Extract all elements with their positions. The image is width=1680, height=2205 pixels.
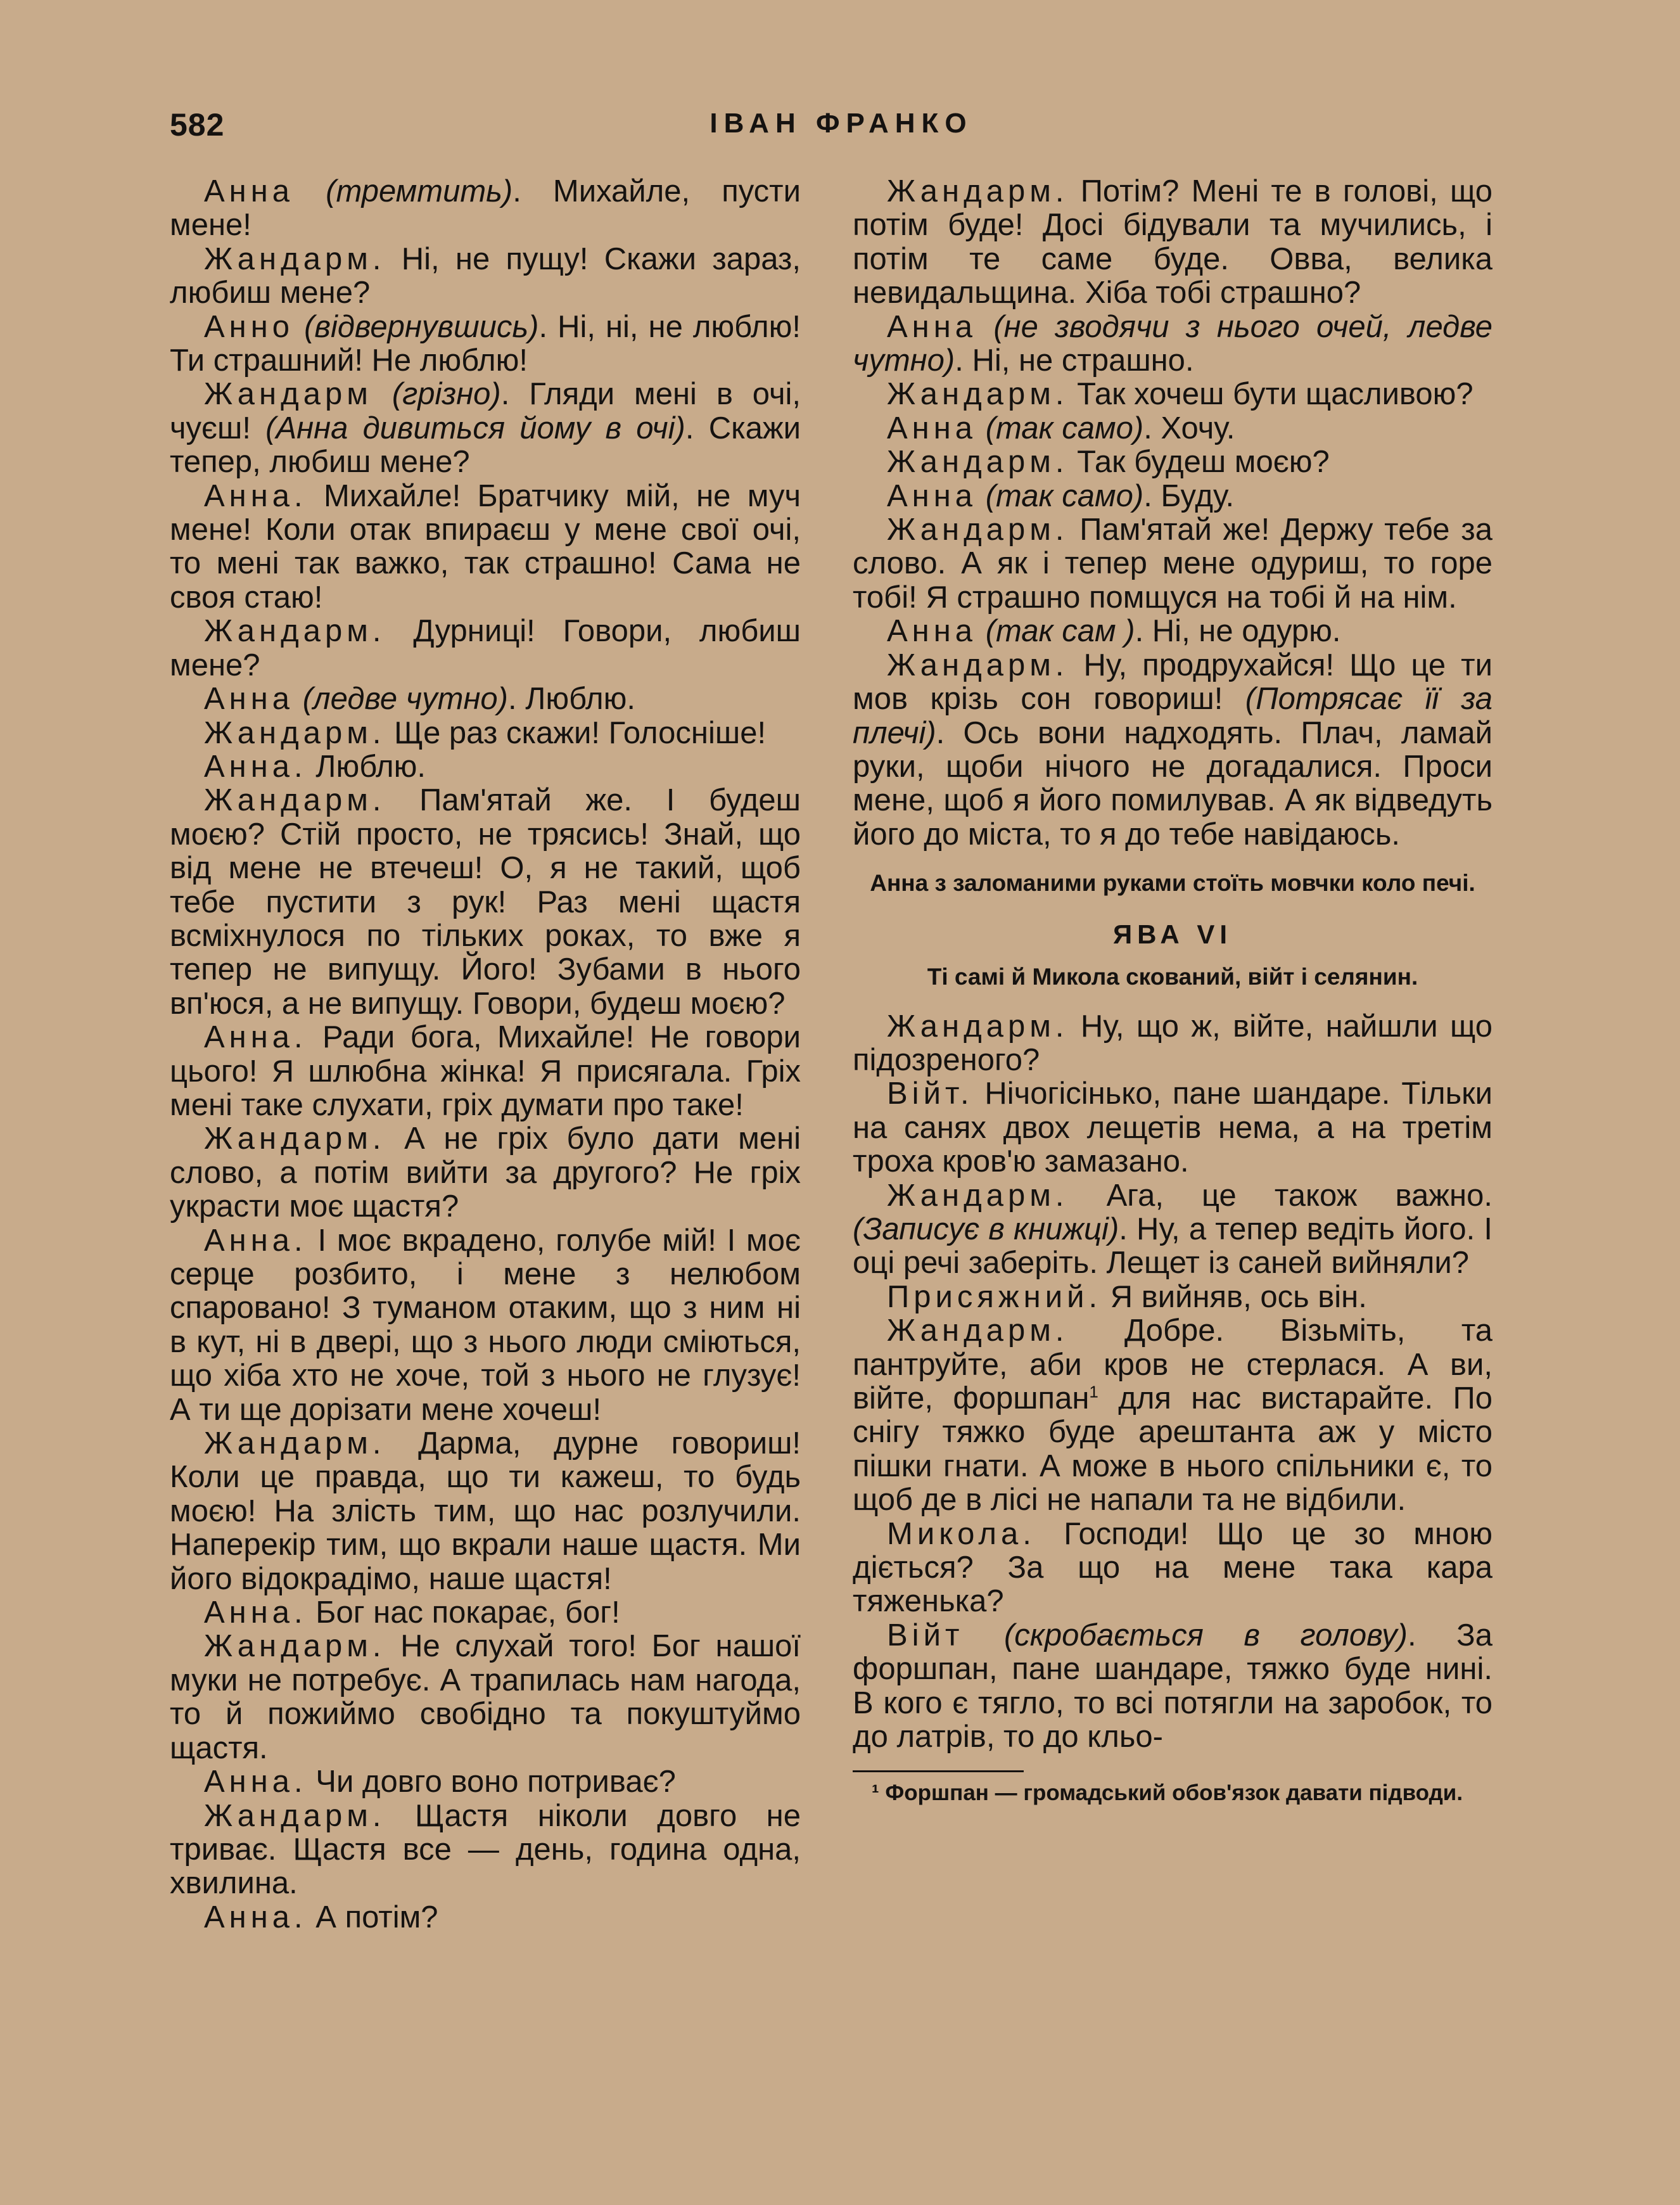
line-text: Так хочеш бути щасливою? <box>1068 377 1473 412</box>
dialogue-line <box>853 1179 1492 1281</box>
dialogue-line <box>853 480 1492 513</box>
right-column <box>853 175 1492 1806</box>
line-text: Пам'ятай же! Держу тебе за слово. А як і тепер мене одуриш, то горе тобі! Я страшно помщуся на тобі й на нім. <box>853 513 1492 615</box>
line-text: . Буду. <box>1143 478 1235 513</box>
dialogue-line <box>853 615 1492 648</box>
left-column <box>170 175 801 1934</box>
stage-remark: (ледве чутно) <box>302 682 509 717</box>
dialogue-line <box>170 1122 801 1224</box>
line-text: . Ні, не страшно. <box>955 343 1194 378</box>
speaker-name: Анна. <box>204 749 307 784</box>
running-title: ІВАН ФРАНКО <box>710 108 973 139</box>
dialogue-line <box>853 513 1492 615</box>
speaker-name: Жандарм. <box>204 1426 386 1461</box>
line-text: Не слухай того! Бог нашої муки не потребує. А трапилась нам нагода, то й пожиймо свобідно та покуштуймо щастя. <box>170 1629 801 1765</box>
speaker-name: Анна <box>887 478 977 513</box>
footnote-text: Форшпан — громадський обов'язок давати підводи. <box>879 1780 1463 1806</box>
footnote-ref: 1 <box>1089 1382 1098 1402</box>
dialogue-line <box>853 1314 1492 1517</box>
dialogue-line <box>170 1799 801 1901</box>
line-text: . Люблю. <box>508 682 635 717</box>
line-text: Ну, що ж, війте, найшли що підозреного? <box>853 1009 1492 1077</box>
dialogue-line <box>853 412 1492 445</box>
line-text: Ага, це також важно. <box>1068 1178 1492 1213</box>
line-text: Дурниці! Говори, любиш мене? <box>170 614 801 682</box>
dialogue-line <box>170 1427 801 1596</box>
speaker-name: Війт <box>887 1618 964 1652</box>
line-text: А потім? <box>307 1900 438 1934</box>
dialogue-line <box>170 1021 801 1122</box>
speaker-name: Анно <box>204 309 295 344</box>
stage-direction: Анна з заломаними руками стоїть мовчки коло печі. <box>870 870 1475 897</box>
speaker-name: Присяжний. <box>887 1279 1102 1314</box>
stage-remark: (не зводячи з нього очей, ледве чутно) <box>853 309 1492 378</box>
line-text: Люблю. <box>307 749 426 784</box>
line-text: Ні, не пущу! Скажи зараз, любиш мене? <box>170 241 801 310</box>
dialogue-line <box>170 480 801 615</box>
line-text: . Скажи тепер, любиш мене? <box>170 411 801 480</box>
dialogue-line <box>170 310 801 378</box>
speaker-name: Жандарм. <box>204 1122 386 1156</box>
stage-remark: (тремтить) <box>326 174 513 208</box>
speaker-name: Жандарм. <box>887 445 1069 480</box>
stage-remark: (так само) <box>985 478 1144 513</box>
dialogue-line <box>170 682 801 716</box>
dialogue-line <box>853 310 1492 378</box>
speaker-name: Жандарм. <box>204 715 386 750</box>
dialogue-line <box>170 1630 801 1765</box>
line-text: Нічогісінько, пане шандаре. Тільки на санях двох лещетів нема, а на третім троха кров'ю замазано. <box>853 1077 1492 1179</box>
right-column-bottom <box>853 1010 1492 1754</box>
line-text: Так будеш моєю? <box>1068 445 1330 480</box>
line-text: Пам'ятай же. І будеш моєю? Стій просто, не трясись! Знай, що від мене не втечеш! О, я не такий, щоб тебе пустити з рук! Раз мені щастя всміхнулося по тільких роках, то вже я тепер не випущу. Його! Зубами в нього вп'юся, а не випущу. Говори, будеш моєю? <box>170 783 801 1021</box>
line-text: для нас вистарайте. По снігу тяжко буде арештанта аж у місто пішки гнати. А може в нього спільники є, то щоб де в лісі не напали та не відбили. <box>853 1381 1492 1518</box>
line-text: . Михайле, пусти мене! <box>170 174 801 243</box>
speaker-name: Жандарм. <box>887 1009 1069 1044</box>
speaker-name: Жандарм. <box>887 1178 1069 1213</box>
dialogue-line <box>170 1596 801 1630</box>
line-text: . Ось вони надходять. Плач, ламай руки, щоби нічого не догадалися. Проси мене, щоб я його помилував. А як відведуть його до міста, то я до тебе навідаюсь. <box>853 715 1492 852</box>
line-text: Я вийняв, ось він. <box>1102 1279 1367 1314</box>
stage-remark: (відвернувшись) <box>304 309 539 344</box>
right-column-top <box>853 175 1492 852</box>
line-text: А не гріх було дати мені слово, а потім вийти за другого? Не гріх украсти моє щастя? <box>170 1122 801 1224</box>
dialogue-line <box>170 784 801 1021</box>
dialogue-line <box>170 615 801 682</box>
stage-remark: (грізно) <box>391 377 501 412</box>
stage-remark: (Потрясає її за плечі) <box>853 682 1493 750</box>
speaker-name: Жандарм. <box>887 648 1069 682</box>
dialogue-line <box>853 649 1492 852</box>
speaker-name: Жандарм. <box>204 783 386 818</box>
line-text: Дарма, дурне говориш! Коли це правда, що ти кажеш, то будь моєю! На злість тим, що нас розлучили. Наперекір тим, що вкрали наше щастя. Ми його відокрадімо, наше щастя! <box>170 1426 801 1596</box>
line-text: . Хочу. <box>1143 411 1235 445</box>
dialogue-line <box>853 1619 1492 1754</box>
line-text: . За форшпан, пане шандаре, тяжко буде нині. В кого є тягло, то всі потягли на заробок, то до латрів, то до кльо- <box>853 1618 1492 1754</box>
line-text: . Ну, а тепер ведіть його. І оці речі заберіть. Лещет із саней вийняли? <box>853 1211 1492 1281</box>
dialogue-line <box>170 175 801 243</box>
line-text: Ну, продрухайся! Що це ти мов крізь сон говориш! <box>853 648 1492 717</box>
stage-remark: (так само) <box>985 411 1144 445</box>
speaker-name: Жандарм. <box>204 1798 386 1833</box>
speaker-name: Анна. <box>204 1900 307 1934</box>
speaker-name: Жандарм. <box>887 377 1069 412</box>
line-text: Чи довго воно потриває? <box>307 1765 676 1799</box>
dialogue-line <box>170 243 801 310</box>
line-text: . Ні, ні, не люблю! Ти страшний! Не люблю! <box>170 309 801 378</box>
line-text: Добре. Візьміть, та пантруйте, аби кров не стерлася. А ви, війте, форшпан <box>853 1313 1492 1416</box>
dialogue-line <box>853 378 1492 411</box>
line-text: Бог нас покарає, бог! <box>307 1595 620 1630</box>
stage-remark: (Записує в книжці) <box>853 1211 1119 1246</box>
dialogue-line <box>853 445 1492 479</box>
dialogue-line <box>853 1010 1492 1078</box>
dialogue-line <box>853 175 1492 310</box>
footnote-rule <box>853 1770 1024 1772</box>
page-header <box>170 106 1513 151</box>
dialogue-line <box>170 750 801 784</box>
dialogue-line <box>170 1765 801 1799</box>
line-text: Михайле! Братчику мій, не муч мене! Коли отак впираєш у мене свої очі, то мені так важко, так страшно! Сама не своя стаю! <box>170 478 801 615</box>
speaker-name: Жандарм <box>204 377 372 412</box>
line-text: Ради бога, Михайле! Не говори цього! Я шлюбна жінка! Я присягала. Гріх мені таке слухати, гріх думати про таке! <box>170 1020 801 1122</box>
speaker-name: Жандарм. <box>887 174 1069 208</box>
stage-remark: (Анна дивиться йому в очі) <box>265 411 685 445</box>
speaker-name: Жандарм. <box>204 614 386 649</box>
speaker-name: Жандарм. <box>204 241 386 276</box>
dialogue-line <box>853 1281 1492 1314</box>
line-text: Потім? Мені те в голові, що потім буде! Досі бідували та мучились, і потім те саме буде. Овва, велика невидальщина. Хіба тобі страшно? <box>853 174 1492 310</box>
dialogue-line <box>170 717 801 750</box>
speaker-name: Анна. <box>204 1223 307 1258</box>
dialogue-line <box>170 1901 801 1934</box>
speaker-name: Анна <box>887 309 977 344</box>
dialogue-line <box>170 1224 801 1427</box>
line-text: Ще раз скажи! Голосніше! <box>385 715 767 750</box>
speaker-name: Анна. <box>204 478 307 513</box>
page-number: 582 <box>170 107 225 143</box>
scene-title: ЯВА VI <box>1112 919 1233 950</box>
stage-remark: (скробається в голову) <box>1003 1618 1408 1652</box>
stage-remark: (так сам ) <box>985 614 1135 649</box>
footnote-marker: ¹ <box>872 1780 879 1806</box>
speaker-name: Анна. <box>204 1765 307 1799</box>
line-text: . Ні, не одурю. <box>1135 614 1341 649</box>
dialogue-line <box>853 1077 1492 1179</box>
speaker-name: Жандарм. <box>887 1313 1069 1348</box>
line-text: Господи! Що це зо мною діється? За що на мене така кара тяженька? <box>853 1516 1492 1619</box>
dialogue-line <box>853 1518 1492 1619</box>
line-text: Щастя ніколи довго не триває. Щастя все — день, година одна, хвилина. <box>170 1798 801 1901</box>
line-text: . Гляди мені в очі, чуєш! <box>170 377 801 445</box>
footnote <box>853 1780 1492 1806</box>
speaker-name: Анна <box>204 682 295 717</box>
dialogue-line <box>170 378 801 479</box>
speaker-name: Анна <box>204 174 295 208</box>
speaker-name: Жандарм. <box>204 1629 386 1664</box>
speaker-name: Анна. <box>204 1020 307 1055</box>
speaker-name: Анна. <box>204 1595 307 1630</box>
speaker-name: Микола. <box>887 1516 1036 1551</box>
speaker-name: Анна <box>887 614 977 649</box>
speaker-name: Війт. <box>887 1077 974 1111</box>
scene-note: Ті самі й Микола скований, війт і селянин. <box>927 963 1418 990</box>
speaker-name: Жандарм. <box>887 513 1069 547</box>
speaker-name: Анна <box>887 411 977 445</box>
line-text: І моє вкрадено, голубе мій! І моє серце розбито, і мене з нелюбом спаровано! З туманом отаким, що з ним ні в кут, ні в двері, що з нього люди сміються, що хіба хто не хоче, той з нього не глузує! А ти ще дорізати мене хочеш! <box>170 1223 801 1427</box>
